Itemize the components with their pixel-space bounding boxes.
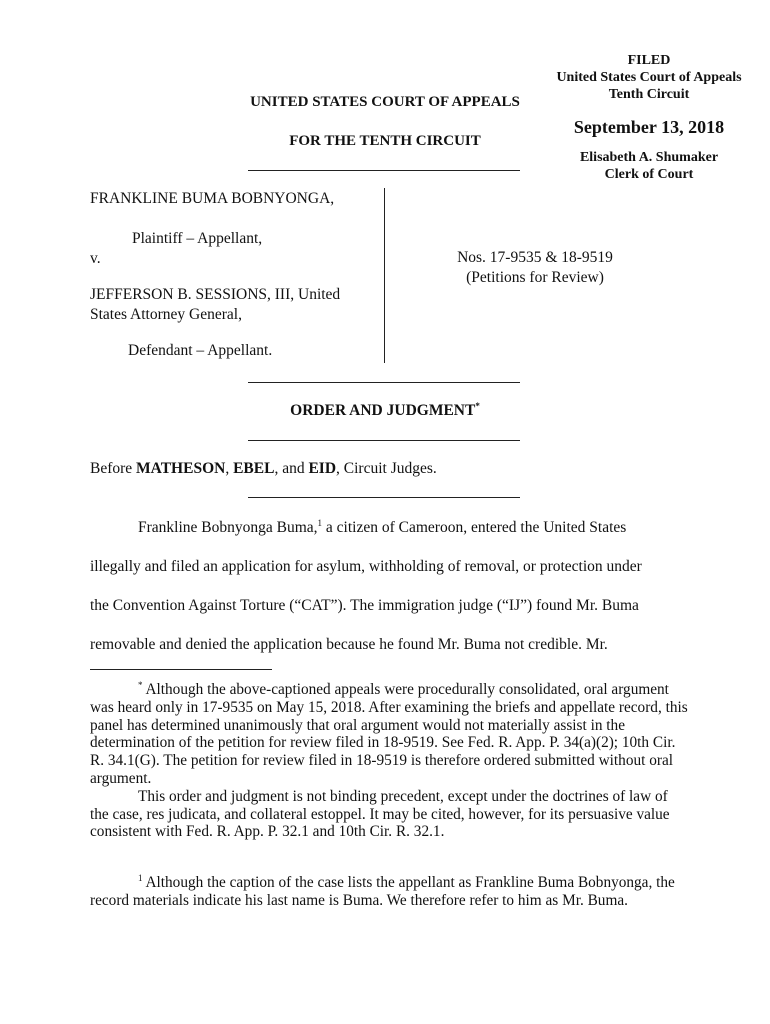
footnote-star-para2: This order and judgment is not binding precedent, except under the doctrines of law of the case, res judicata, and collateral estoppel. It may be cited, however, for its persuasive value consistent with Fed. R. App. P. 32.1 and 10th Cir. R. 32.1. bbox=[90, 787, 670, 841]
case-numbers: Nos. 17-9535 & 18-9519 bbox=[457, 249, 613, 266]
caption-rule bbox=[248, 382, 520, 383]
judge-matheson: MATHESON bbox=[136, 460, 226, 477]
body-line-1b: a citizen of Cameroon, entered the United States bbox=[322, 519, 627, 536]
footnote-star bbox=[90, 681, 690, 841]
footnote-rule bbox=[90, 669, 272, 670]
judge-ebel: EBEL bbox=[233, 460, 275, 477]
body-line-3: the Convention Against Torture (“CAT”). The immigration judge (“IJ”) found Mr. Buma bbox=[90, 597, 639, 614]
footnote-star-marker: * bbox=[138, 679, 143, 690]
title-footnote-marker: * bbox=[475, 400, 480, 411]
clerk-name: Elisabeth A. Shumaker bbox=[579, 150, 719, 165]
panel-before: Before bbox=[90, 460, 137, 477]
footnote-one-text: Although the caption of the case lists the appellant as Frankline Buma Bobnyonga, the record materials indicate his last name is Buma. We therefore refer to him as Mr. Buma. bbox=[90, 874, 675, 909]
panel-rule bbox=[248, 497, 520, 498]
caption-divider bbox=[384, 188, 385, 363]
filed-label: FILED bbox=[627, 53, 671, 68]
body-line-1 bbox=[138, 519, 626, 537]
case-caption bbox=[90, 189, 380, 361]
panel-sep1: , bbox=[225, 460, 234, 477]
filed-date: September 13, 2018 bbox=[573, 117, 725, 137]
body-line-4: removable and denied the application because he found Mr. Buma not credible. Mr. bbox=[90, 636, 608, 653]
header-rule bbox=[248, 170, 520, 171]
filed-court: United States Court of Appeals bbox=[556, 70, 742, 85]
filed-circuit: Tenth Circuit bbox=[608, 87, 690, 102]
judge-eid: EID bbox=[308, 460, 337, 477]
clerk-title: Clerk of Court bbox=[604, 167, 694, 182]
body-line-2: illegally and filed an application for asylum, withholding of removal, or protection under bbox=[90, 558, 642, 575]
case-numbers-block bbox=[395, 248, 675, 288]
defendant-role: Defendant – Appellant. bbox=[128, 342, 273, 359]
panel-sep2: , and bbox=[274, 460, 309, 477]
court-name: UNITED STATES COURT OF APPEALS bbox=[250, 94, 520, 110]
filed-stamp bbox=[534, 52, 764, 183]
plaintiff-name: FRANKLINE BUMA BOBNYONGA, bbox=[90, 190, 335, 207]
panel-after: , Circuit Judges. bbox=[336, 460, 437, 477]
panel-line bbox=[90, 460, 437, 478]
document-title-text: ORDER AND JUDGMENT bbox=[290, 402, 476, 419]
plaintiff-role: Plaintiff – Appellant, bbox=[132, 230, 263, 247]
footnote-star-para1 bbox=[90, 681, 690, 788]
title-rule bbox=[248, 440, 520, 441]
defendant-line1: JEFFERSON B. SESSIONS, III, United bbox=[90, 286, 341, 303]
body-line-1a: Frankline Bobnyonga Buma, bbox=[138, 519, 318, 536]
circuit-name: FOR THE TENTH CIRCUIT bbox=[289, 133, 481, 149]
footnote-one bbox=[90, 874, 690, 910]
footnote-star-text: Although the above-captioned appeals were procedurally consolidated, oral argument was heard only in 17-9535 on May 15, 2018. After examining the briefs and appellate record, this panel has determined unanimously that oral argument would not materially assist in the determination of the petition for review filed in 18-9519. See Fed. R. App. P. 34(a)(2); 10th Cir. R. 34.1(G). The petition for review filed in 18-9519 is therefore ordered submitted without oral argument. bbox=[90, 681, 688, 787]
footnote-one-marker: 1 bbox=[138, 872, 143, 883]
document-title bbox=[200, 402, 570, 420]
case-type: (Petitions for Review) bbox=[466, 269, 604, 286]
footnote-ref-1: 1 bbox=[317, 517, 323, 528]
defendant-line2: States Attorney General, bbox=[90, 306, 242, 323]
versus: v. bbox=[90, 250, 101, 267]
